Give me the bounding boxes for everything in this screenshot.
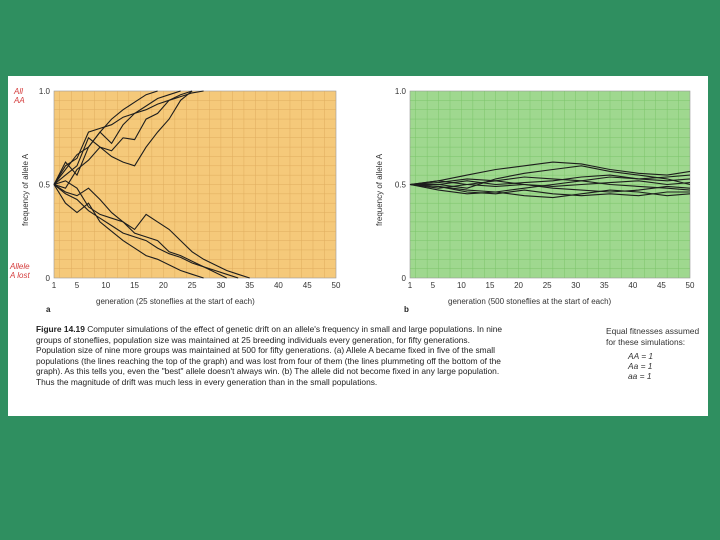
figure-number: Figure 14.19 — [36, 324, 85, 334]
panel-a-grid — [54, 91, 336, 278]
panel-a-y-tick-label: 0.5 — [38, 180, 50, 190]
panel-a-x-tick-label: 25 — [187, 281, 197, 290]
panel-a-y-axis-label: frequency of allele A — [21, 153, 30, 226]
panel-b-x-axis-label: generation (500 stoneflies at the start of each) — [448, 297, 612, 306]
panel-b-x-tick-label: 20 — [514, 281, 524, 290]
panel-a-x-tick-label: 15 — [130, 281, 140, 290]
panel-b-y-axis-label: frequency of allele A — [375, 153, 384, 226]
panel-b-y-tick-label: 0 — [401, 274, 406, 283]
panel-b-x-tick-label: 1 — [407, 281, 413, 290]
fitness-note — [606, 326, 706, 381]
panel-b-x-tick-label: 25 — [542, 281, 552, 290]
panel-a-x-tick-label: 1 — [51, 281, 57, 290]
fitness-row-aa-mixed: Aa = 1 — [628, 361, 653, 371]
panel-b-x-tick-label: 15 — [485, 281, 495, 290]
panel-b-x-tick-label: 10 — [456, 281, 466, 290]
panel-b-x-tick-label: 45 — [656, 281, 666, 290]
panel-b-chart — [375, 87, 695, 314]
figure-caption — [36, 324, 506, 387]
panel-a-x-tick-label: 20 — [158, 281, 168, 290]
panel-a-x-tick-label: 40 — [273, 281, 283, 290]
caption-text: Computer simulations of the effect of genetic drift on an allele's frequency in small and large populations. In nine groups of stoneflies, population size was maintained at 25 breeding individuals every generation, for fifty generations. Population size of nine more groups was maintained at 500 for fifty generations. (a) Allele A became fixed in five of the small populations (the lines reaching the top of the graph) and was lost from four of them (the lines plummeting off the bottom of the graph). As this tells you, even the "best" allele doesn't always win. (b) The allele did not become fixed in any large population. Thus the magnitude of drift was much less in every generation than in the small populations. — [36, 324, 503, 387]
figure-charts — [8, 76, 708, 321]
panel-b-y-tick-label: 0.5 — [394, 180, 406, 190]
panel-a-x-tick-label: 5 — [74, 281, 80, 290]
panel-a-x-tick-label: 50 — [331, 281, 341, 290]
panel-a-x-axis-label: generation (25 stoneflies at the start of each) — [96, 297, 255, 306]
panel-a-y-tick-label: 1.0 — [38, 87, 50, 96]
panel-a-y-tick-label: 0 — [45, 274, 50, 283]
panel-b-x-tick-label: 5 — [430, 281, 436, 290]
panel-a-letter: a — [46, 305, 51, 314]
panel-a-x-tick-label: 45 — [302, 281, 312, 290]
panel-b-x-tick-label: 30 — [571, 281, 581, 290]
panel-b-letter: b — [404, 305, 409, 314]
figure-card — [8, 76, 708, 416]
panel-a-x-tick-label: 35 — [245, 281, 255, 290]
panel-b-y-tick-label: 1.0 — [394, 87, 406, 96]
panel-a-x-tick-label: 30 — [216, 281, 226, 290]
panel-b-x-tick-label: 50 — [685, 281, 695, 290]
fitness-table — [628, 351, 706, 381]
panel-a-x-tick-label: 10 — [101, 281, 111, 290]
fitness-row-aa-upper: AA = 1 — [628, 351, 654, 361]
panel-b-x-tick-label: 40 — [628, 281, 638, 290]
panel-a-top-label: All AA — [14, 87, 25, 105]
fitness-row-aa-lower: aa = 1 — [628, 371, 652, 381]
panel-b-x-tick-label: 35 — [599, 281, 609, 290]
panel-a-chart — [9, 87, 341, 314]
panel-a-bottom-label: Allele A lost — [10, 262, 30, 280]
fitness-heading: Equal fitnesses assumed for these simulations: — [606, 326, 700, 347]
